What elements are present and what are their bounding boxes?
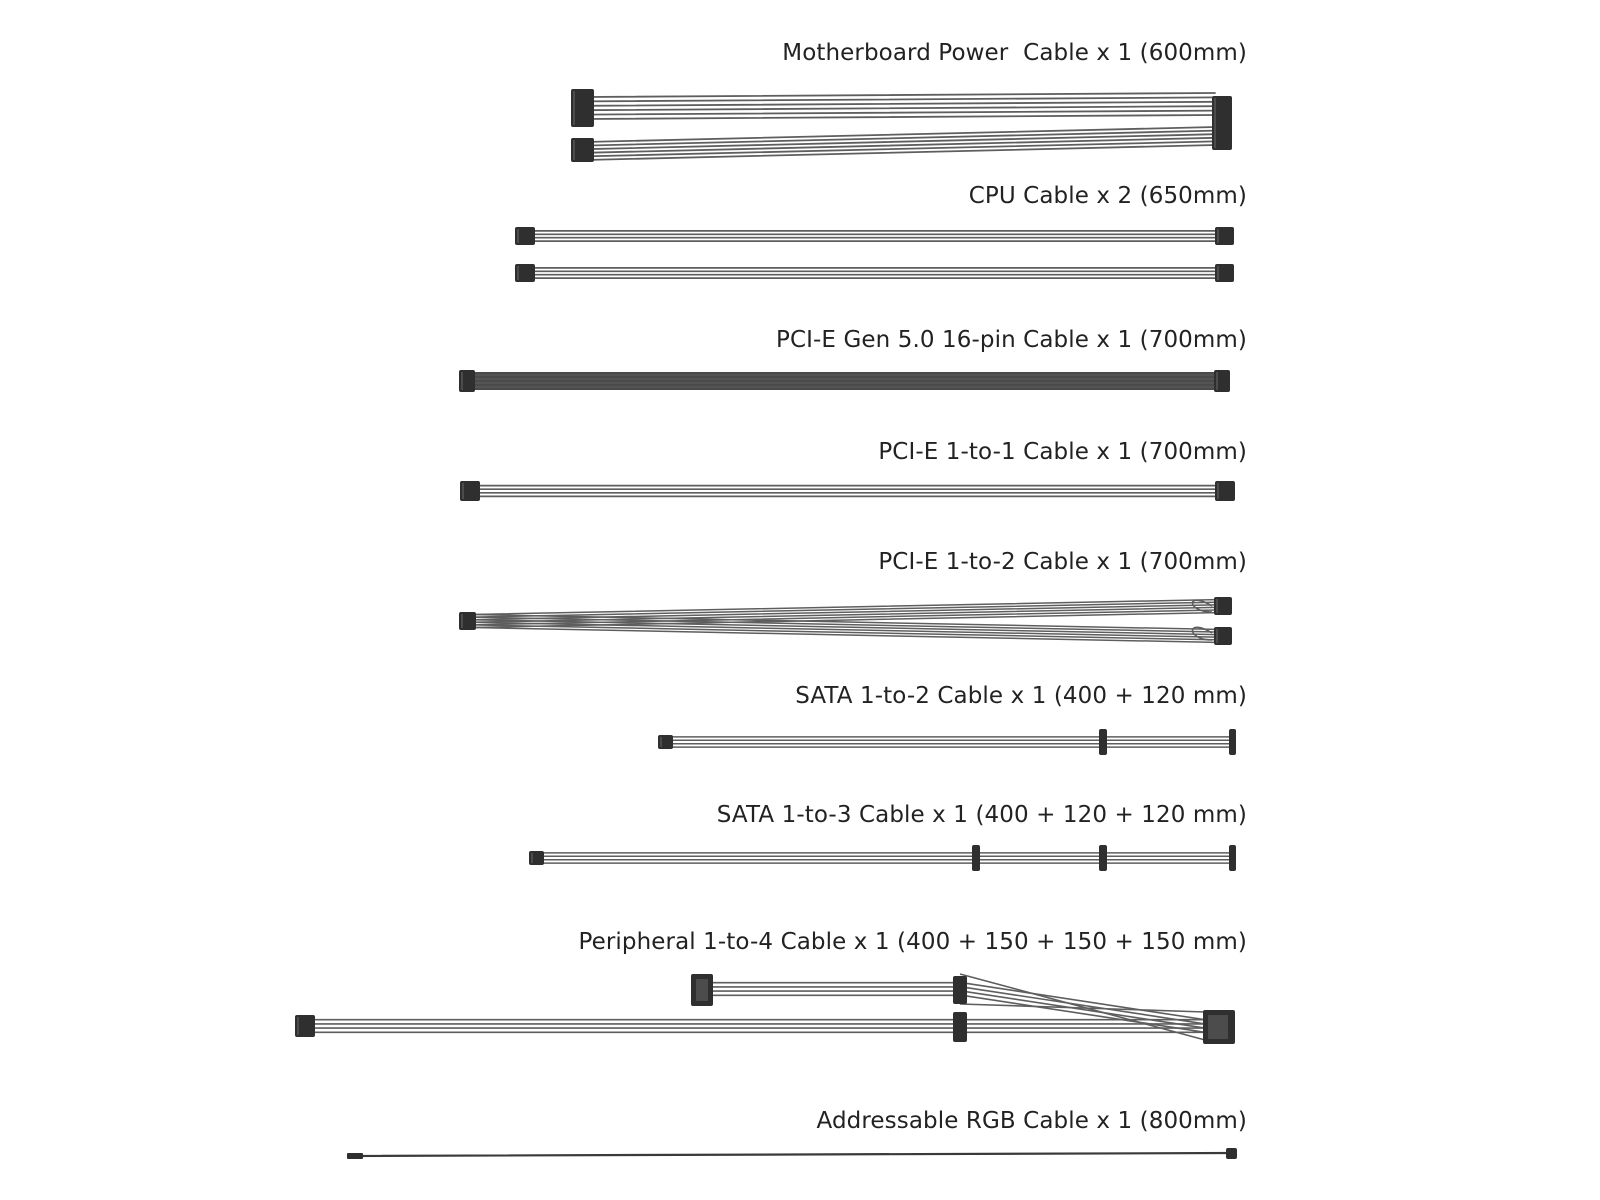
mb-wire <box>585 102 1215 106</box>
sata13-connector-3 <box>1229 845 1236 871</box>
sata13-connector-1 <box>972 845 980 871</box>
peripheral-wire <box>962 991 1205 1028</box>
peripheral-molex-1-face <box>696 979 708 1001</box>
pcie-gen5-cable-illustration <box>459 370 1230 392</box>
mb-wire <box>585 111 1215 115</box>
cable-label-argb: Addressable RGB Cable x 1 (800mm) <box>816 1108 1247 1134</box>
argb-connector-right <box>1226 1148 1237 1159</box>
cable-label-cpu: CPU Cable x 2 (650mm) <box>968 183 1247 209</box>
mb-wire <box>585 93 1215 97</box>
pcie-1to2-cable-illustration <box>459 597 1232 645</box>
cable-label-sata-1to3: SATA 1-to-3 Cable x 1 (400 + 120 + 120 mm) <box>716 802 1247 828</box>
cable-label-motherboard: Motherboard Power Cable x 1 (600mm) <box>782 40 1247 66</box>
peripheral-molex-4-face <box>1208 1015 1228 1039</box>
sata13-connector-psu <box>529 851 544 865</box>
pcie-1to1-cable-illustration <box>460 481 1235 501</box>
mb-wire <box>585 106 1215 110</box>
peripheral-cable-illustration <box>295 974 1235 1044</box>
cable-label-sata-1to2: SATA 1-to-2 Cable x 1 (400 + 120 mm) <box>795 683 1247 709</box>
mb-wire <box>585 115 1215 119</box>
argb-cable-illustration <box>347 1148 1237 1159</box>
cpu-cable-illustration <box>515 227 1234 282</box>
mb-wire <box>585 97 1215 101</box>
motherboard-cable-illustration <box>571 89 1232 162</box>
gen5-connector-left <box>459 370 475 392</box>
gen5-connector-right <box>1214 370 1230 392</box>
peripheral-molex-2 <box>953 976 967 1004</box>
cable-label-pcie-1to2: PCI-E 1-to-2 Cable x 1 (700mm) <box>878 549 1247 575</box>
cable-label-pcie-gen5: PCI-E Gen 5.0 16-pin Cable x 1 (700mm) <box>776 327 1247 353</box>
argb-connector-left <box>347 1153 363 1159</box>
sata-1to2-cable-illustration <box>658 729 1236 755</box>
cable-label-pcie-1to1: PCI-E 1-to-1 Cable x 1 (700mm) <box>878 439 1247 465</box>
sata-1to3-cable-illustration <box>529 845 1236 871</box>
sata12-connector-mid <box>1099 729 1107 755</box>
argb-wire <box>350 1153 1230 1156</box>
cable-label-peripheral: Peripheral 1-to-4 Cable x 1 (400 + 150 + 150 + 150 mm) <box>578 929 1247 955</box>
sata12-connector-psu <box>658 735 673 749</box>
peripheral-molex-3 <box>953 1012 967 1042</box>
peripheral-wire-cross <box>960 974 1205 1040</box>
sata12-connector-end <box>1229 729 1236 755</box>
sata13-connector-2 <box>1099 845 1107 871</box>
